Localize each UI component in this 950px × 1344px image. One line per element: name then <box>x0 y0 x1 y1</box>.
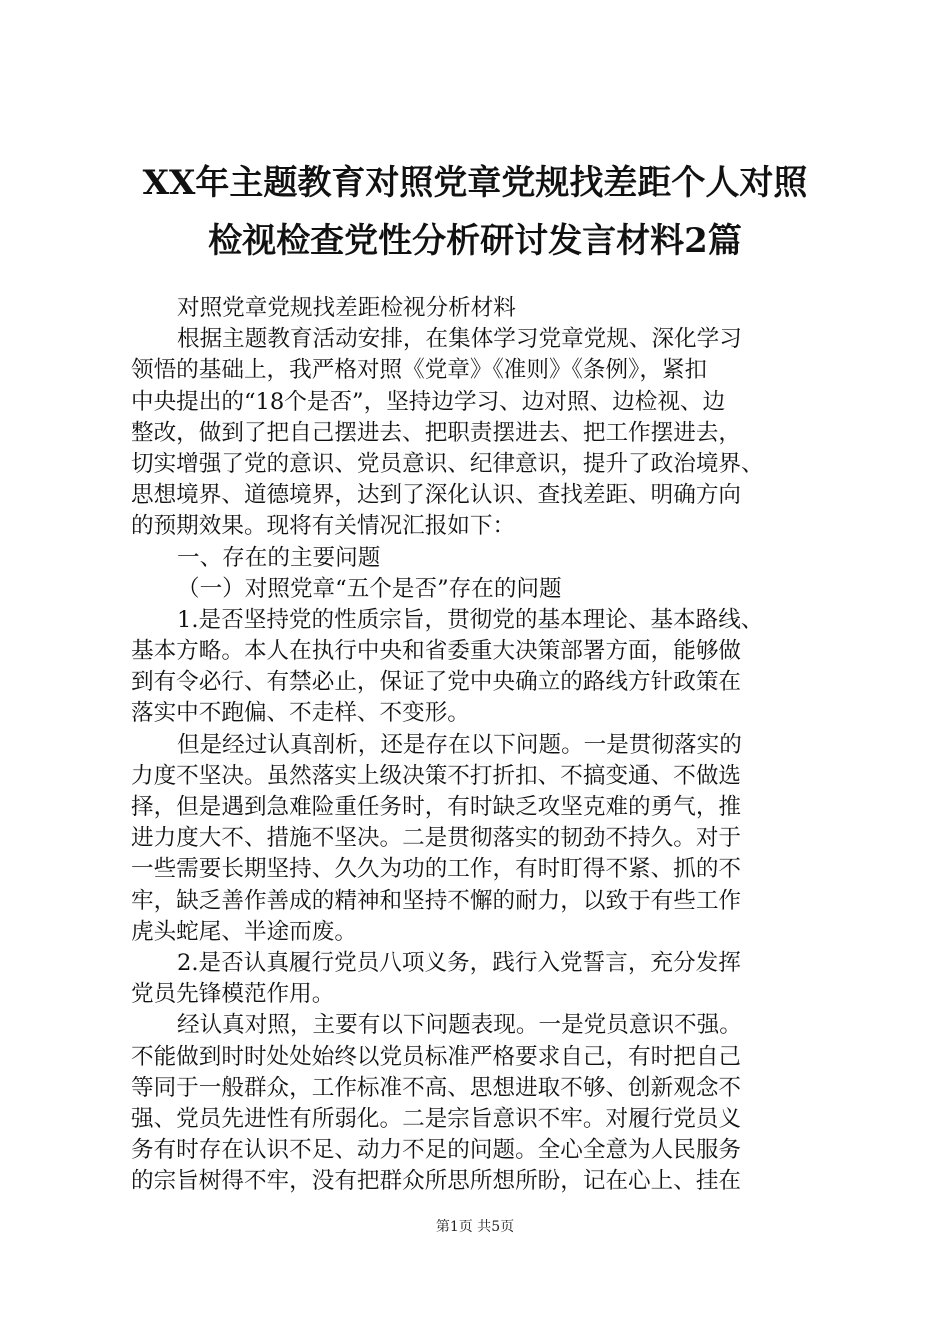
body-line: 切实增强了党的意识、党员意识、纪律意识，提升了政治境界、 <box>131 450 764 477</box>
body-line: 思想境界、道德境界，达到了深化认识、查找差距、明确方向 <box>131 482 742 509</box>
document-body <box>131 293 831 1197</box>
body-line: 2.是否认真履行党员八项义务，践行入党誓言，充分发挥 <box>177 949 741 976</box>
body-line: 的预期效果。现将有关情况汇报如下： <box>131 513 516 540</box>
body-line: 1.是否坚持党的性质宗旨，贯彻党的基本理论、基本路线、 <box>177 606 764 633</box>
body-line: 根据主题教育活动安排，在集体学习党章党规、深化学习 <box>177 326 742 353</box>
body-line: 务有时存在认识不足、动力不足的问题。全心全意为人民服务 <box>131 1137 742 1164</box>
body-line: 强、党员先进性有所弱化。二是宗旨意识不牢。对履行党员义 <box>131 1105 742 1132</box>
body-line: （一）对照党章“五个是否”存在的问题 <box>177 575 562 602</box>
body-line: 对照党章党规找差距检视分析材料 <box>177 295 516 321</box>
body-line: 一些需要长期坚持、久久为功的工作，有时盯得不紧、抓的不 <box>131 856 742 883</box>
document-title-line-2: 检视检查党性分析研讨发言材料2篇 <box>208 221 742 261</box>
body-line: 进力度大不、措施不坚决。二是贯彻落实的韧劲不持久。对于 <box>131 825 742 852</box>
document-title-line-1: XX年主题教育对照党章党规找差距个人对照 <box>142 163 808 203</box>
body-line: 虎头蛇尾、半途而废。 <box>131 918 357 945</box>
body-line: 到有令必行、有禁必止，保证了党中央确立的路线方针政策在 <box>131 669 742 696</box>
body-line: 中央提出的“18个是否”，坚持边学习、边对照、边检视、边 <box>131 388 726 415</box>
body-line: 的宗旨树得不牢，没有把群众所思所想所盼，记在心上、挂在 <box>131 1168 742 1195</box>
body-line: 但是经过认真剖析，还是存在以下问题。一是贯彻落实的 <box>177 731 742 758</box>
page-footer: 第1页 共5页 <box>435 1219 515 1235</box>
body-line: 不能做到时时处处始终以党员标准严格要求自己，有时把自己 <box>131 1043 742 1070</box>
body-line: 党员先锋模范作用。 <box>131 981 335 1008</box>
body-line: 整改，做到了把自己摆进去、把职责摆进去、把工作摆进去， <box>131 419 742 446</box>
body-line: 牢，缺乏善作善成的精神和坚持不懈的耐力，以致于有些工作 <box>131 887 742 914</box>
body-line: 领悟的基础上，我严格对照《党章》《准则》《条例》，紧扣 <box>131 357 708 384</box>
body-line: 等同于一般群众，工作标准不高、思想进取不够、创新观念不 <box>131 1074 742 1101</box>
body-line: 力度不坚决。虽然落实上级决策不打折扣、不搞变通、不做选 <box>131 762 742 789</box>
body-line: 经认真对照，主要有以下问题表现。一是党员意识不强。 <box>177 1012 742 1039</box>
body-line: 一、存在的主要问题 <box>177 544 381 571</box>
body-line: 基本方略。本人在执行中央和省委重大决策部署方面，能够做 <box>131 638 742 665</box>
body-line: 择，但是遇到急难险重任务时，有时缺乏攻坚克难的勇气，推 <box>131 794 742 820</box>
body-line: 落实中不跑偏、不走样、不变形。 <box>131 700 470 727</box>
